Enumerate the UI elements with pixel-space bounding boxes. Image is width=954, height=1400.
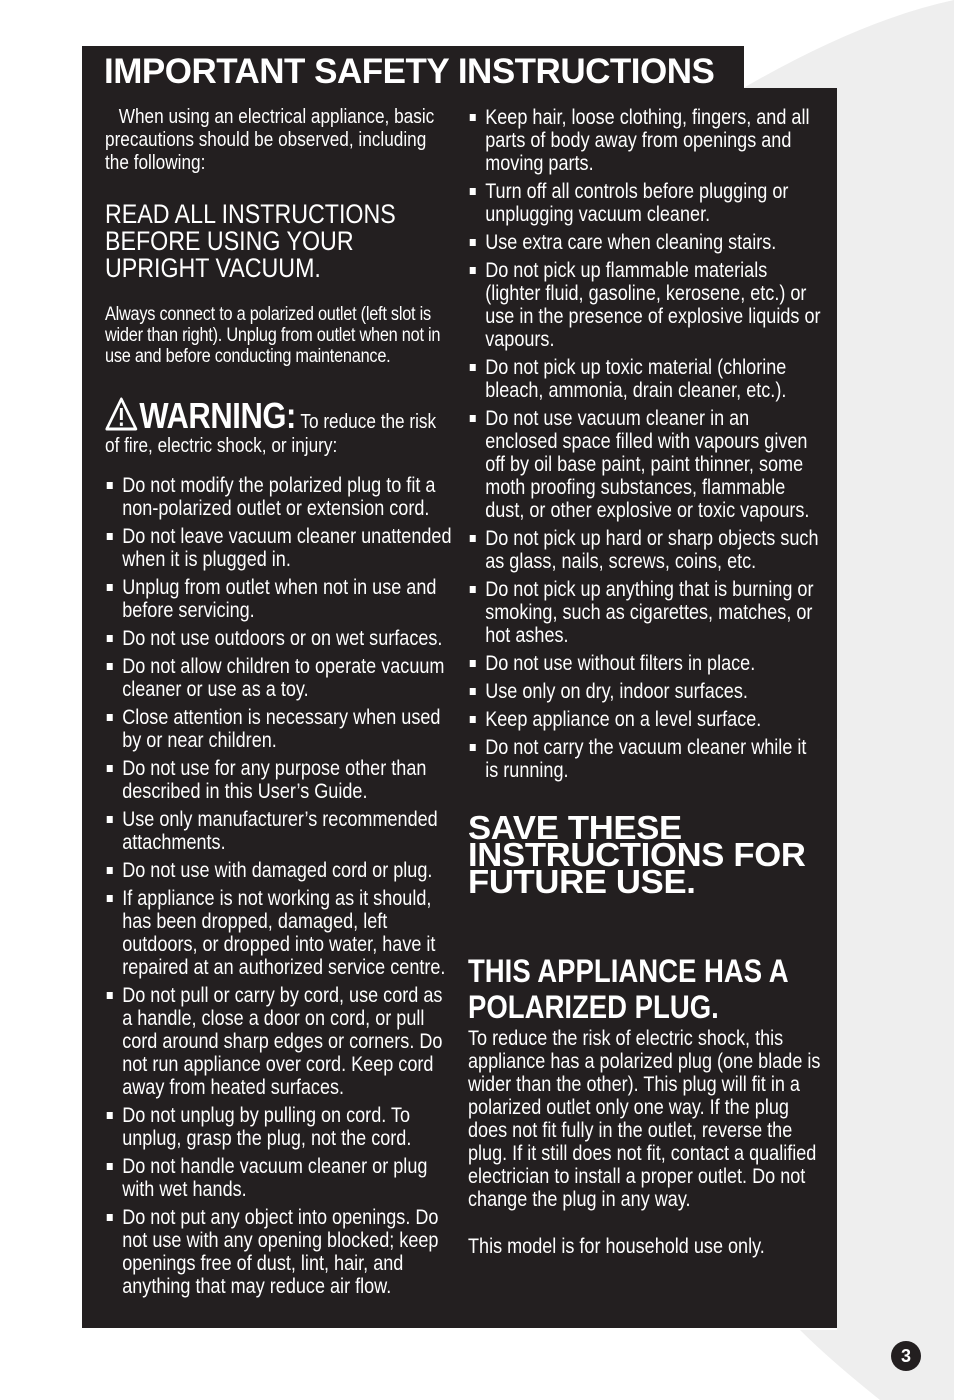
list-item — [468, 106, 821, 175]
bullet-square-icon — [470, 744, 476, 751]
list-item — [105, 859, 452, 882]
list-item-text: Do not put any object into openings. Do not use with any opening blocked; keep openings free of dust, lint, hair, and anything that may reduce air flow. — [122, 1206, 439, 1298]
list-item — [105, 984, 452, 1099]
list-item — [468, 527, 821, 573]
right-instruction-list — [468, 106, 821, 782]
list-item — [105, 525, 452, 571]
list-item-text: Do not allow children to operate vacuum cleaner or use as a toy. — [122, 655, 445, 701]
list-item-text: Do not use vacuum cleaner in an enclosed space filled with vapours given off by oil base paint, paint thinner, some moth proofing substances, flammable dust, or other explosive or toxic vapours. — [485, 407, 810, 522]
list-item — [105, 576, 452, 622]
list-item — [105, 887, 452, 979]
bullet-square-icon — [470, 688, 476, 695]
bullet-square-icon — [107, 1214, 113, 1221]
list-item-text: Do not use for any purpose other than described in this User’s Guide. — [122, 757, 427, 803]
list-item-text: Use extra care when cleaning stairs. — [485, 231, 777, 254]
list-item — [468, 652, 821, 675]
list-item-text: Turn off all controls before plugging or unplugging vacuum cleaner. — [485, 180, 789, 226]
warning-label: WARNING: — [139, 395, 296, 436]
warning-block — [105, 397, 452, 458]
list-item — [105, 1155, 452, 1201]
list-item-text: Keep appliance on a level surface. — [485, 708, 762, 731]
bullet-square-icon — [107, 714, 113, 721]
bullet-square-icon — [107, 765, 113, 772]
list-item — [468, 578, 821, 647]
list-item — [468, 736, 821, 782]
bullet-square-icon — [470, 188, 476, 195]
left-column — [105, 106, 450, 1303]
bullet-square-icon — [107, 584, 113, 591]
polarized-plug-text: To reduce the risk of electric shock, this appliance has a polarized plug (one blade is wider than the other). This plug will fit in a polarized outlet only one way. If the plug does not fit fully in the outlet, reverse the plug. If it still does not fit, contact a qualified electrician to install a proper outlet. Do not change the plug in any way. — [468, 1027, 821, 1211]
list-item-text: Use only on dry, indoor surfaces. — [485, 680, 748, 703]
right-column — [468, 106, 821, 1258]
list-item — [105, 706, 452, 752]
list-item-text: Do not pick up toxic material (chlorine bleach, ammonia, drain cleaner, etc.). — [485, 356, 787, 402]
bullet-square-icon — [107, 992, 113, 999]
read-all-heading: READ ALL INSTRUCTIONS BEFORE USING YOUR UPRIGHT VACUUM. — [105, 199, 396, 283]
list-item-text: Do not use without filters in place. — [485, 652, 756, 675]
bullet-square-icon — [470, 716, 476, 723]
polarized-outlet-note: Always connect to a polarized outlet (left slot is wider than right). Unplug from outlet when not in use and before conducting maintenance. — [105, 304, 441, 367]
polarized-plug-heading: THIS APPLIANCE HAS A POLARIZED PLUG. — [468, 953, 788, 1025]
list-item — [468, 680, 821, 703]
bullet-square-icon — [107, 663, 113, 670]
list-item — [105, 474, 452, 520]
list-item-text: Do not handle vacuum cleaner or plug with wet hands. — [122, 1155, 428, 1201]
list-item — [105, 655, 452, 701]
list-item — [468, 407, 821, 522]
bullet-square-icon — [107, 816, 113, 823]
list-item — [105, 627, 452, 650]
list-item-text: Do not pick up anything that is burning or smoking, such as cigarettes, matches, or hot ashes. — [485, 578, 814, 647]
list-item-text: Keep hair, loose clothing, fingers, and all parts of body away from openings and moving parts. — [485, 106, 810, 175]
bullet-square-icon — [470, 586, 476, 593]
list-item-text: Do not use with damaged cord or plug. — [122, 859, 433, 882]
list-item — [105, 757, 452, 803]
warning-triangle-icon — [105, 397, 138, 431]
list-item — [105, 1104, 452, 1150]
list-item-text: Do not modify the polarized plug to fit a non-polarized outlet or extension cord. — [122, 474, 436, 520]
bullet-square-icon — [470, 535, 476, 542]
bullet-square-icon — [470, 660, 476, 667]
bullet-square-icon — [107, 1112, 113, 1119]
list-item — [105, 1206, 452, 1298]
bullet-square-icon — [107, 635, 113, 642]
bullet-square-icon — [470, 415, 476, 422]
list-item — [468, 708, 821, 731]
list-item-text: Do not pick up flammable materials (lighter fluid, gasoline, kerosene, etc.) or use in the presence of explosive liquids or vapours. — [485, 259, 821, 351]
list-item-text: Do not leave vacuum cleaner unattended when it is plugged in. — [122, 525, 452, 571]
list-item-text: Use only manufacturer’s recommended attachments. — [122, 808, 438, 854]
bullet-square-icon — [107, 867, 113, 874]
save-instructions-heading: SAVE THESE INSTRUCTIONS FOR FUTURE USE. — [468, 809, 806, 900]
list-item-text: Unplug from outlet when not in use and before servicing. — [122, 576, 437, 622]
bullet-square-icon — [470, 267, 476, 274]
bullet-square-icon — [470, 364, 476, 371]
bullet-square-icon — [470, 114, 476, 121]
list-item-text: Do not use outdoors or on wet surfaces. — [122, 627, 443, 650]
bullet-square-icon — [107, 533, 113, 540]
list-item — [468, 259, 821, 351]
list-item-text: Do not carry the vacuum cleaner while it is running. — [485, 736, 807, 782]
list-item — [468, 231, 821, 254]
list-item — [468, 356, 821, 402]
household-use-note: This model is for household use only. — [468, 1235, 765, 1258]
bullet-square-icon — [107, 1163, 113, 1170]
list-item — [468, 180, 821, 226]
list-item — [105, 808, 452, 854]
left-instruction-list — [105, 474, 452, 1298]
warning-text: To reduce the risk of fire, electric shock, or injury: — [105, 411, 437, 457]
list-item-text: Do not pull or carry by cord, use cord as a handle, close a door on cord, or pull cord around sharp edges or corners. Do not run appliance over cord. Keep cord away from heated surfaces. — [122, 984, 443, 1099]
bullet-square-icon — [107, 482, 113, 489]
bullet-square-icon — [470, 239, 476, 246]
bullet-square-icon — [107, 895, 113, 902]
intro-text: When using an electrical appliance, basic precautions should be observed, including the following: — [105, 106, 435, 174]
page-title: IMPORTANT SAFETY INSTRUCTIONS — [104, 52, 715, 91]
page-number: 3 — [891, 1341, 921, 1371]
list-item-text: Do not unplug by pulling on cord. To unplug, grasp the plug, not the cord. — [122, 1104, 412, 1150]
list-item-text: Close attention is necessary when used by or near children. — [122, 706, 441, 752]
list-item-text: If appliance is not working as it should, has been dropped, damaged, left outdoors, or dropped into water, have it repaired at an authorized service centre. — [122, 887, 446, 979]
list-item-text: Do not pick up hard or sharp objects such as glass, nails, screws, coins, etc. — [485, 527, 819, 573]
